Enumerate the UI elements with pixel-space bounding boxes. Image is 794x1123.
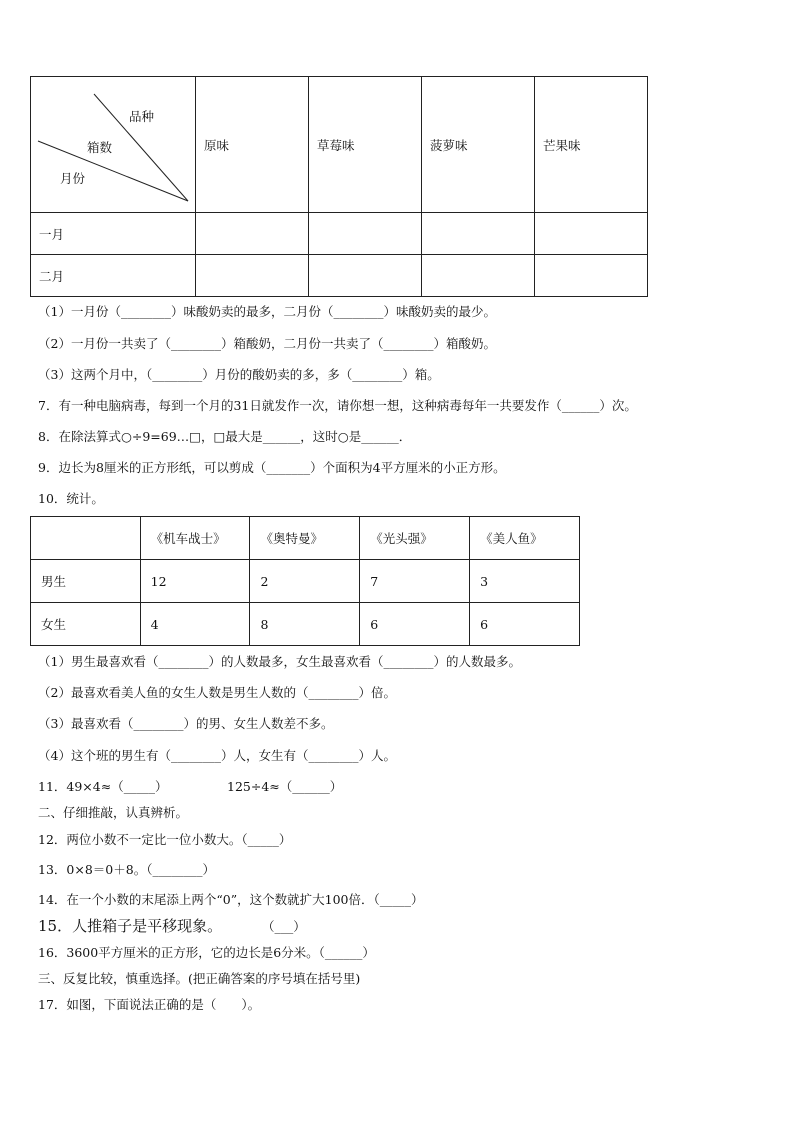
- blank-cell[interactable]: [309, 255, 422, 297]
- row-header: 二月: [31, 255, 196, 297]
- question-8: 8．在除法算式○÷9=69…□，□最大是______，这时○是______．: [38, 429, 412, 444]
- row-header: 男生: [31, 560, 141, 603]
- diagonal-lines: [31, 77, 195, 213]
- question-6-1: （1）一月份（________）味酸奶卖的最多，二月份（________）味酸奶卖的最少。: [38, 304, 496, 319]
- question-7: 7．有一种电脑病毒，每到一个月的31日就发作一次，请你想一想，这种病毒每年一共要发作（______）次。: [38, 398, 637, 413]
- col-header: 《美人鱼》: [470, 517, 580, 560]
- corner-cell: [31, 517, 141, 560]
- table-cell: 6: [470, 603, 580, 646]
- blank-cell[interactable]: [422, 213, 535, 255]
- blank-cell[interactable]: [309, 213, 422, 255]
- question-10: 10．统计。: [38, 491, 104, 506]
- blank-cell[interactable]: [422, 255, 535, 297]
- question-6-2: （2）一月份一共卖了（________）箱酸奶，二月份一共卖了（________）箱酸奶。: [38, 336, 496, 351]
- diagonal-label-variety: 品种: [129, 109, 155, 124]
- section-2-heading: 二、仔细推敲，认真辨析。: [38, 805, 189, 820]
- col-header: 菠萝味: [422, 77, 535, 213]
- table-cell: 2: [250, 560, 360, 603]
- col-header: 原味: [196, 77, 309, 213]
- table-cell: 12: [140, 560, 250, 603]
- cartoon-stats-table: [30, 516, 580, 646]
- blank-cell[interactable]: [535, 213, 648, 255]
- yogurt-table: [30, 76, 648, 297]
- table-cell: 8: [250, 603, 360, 646]
- col-header: 草莓味: [309, 77, 422, 213]
- question-12: 12．两位小数不一定比一位小数大。（_____）: [38, 832, 292, 847]
- question-17: 17．如图，下面说法正确的是（ ）。: [38, 997, 261, 1012]
- table-cell: 7: [360, 560, 470, 603]
- diagonal-label-month: 月份: [60, 171, 86, 186]
- question-15-blank: （___）: [262, 919, 306, 934]
- diagonal-header-cell: [31, 77, 196, 213]
- question-10-3: （3）最喜欢看（________）的男、女生人数差不多。: [38, 716, 334, 731]
- table-cell: 4: [140, 603, 250, 646]
- question-14: 14．在一个小数的末尾添上两个“0”，这个数就扩大100倍．（_____）: [38, 892, 424, 907]
- col-header: 芒果味: [535, 77, 648, 213]
- question-10-1: （1）男生最喜欢看（________）的人数最多，女生最喜欢看（________）的人数最多。: [38, 654, 521, 669]
- table-cell: 6: [360, 603, 470, 646]
- blank-cell[interactable]: [196, 213, 309, 255]
- row-header: 一月: [31, 213, 196, 255]
- col-header: 《机车战士》: [140, 517, 250, 560]
- section-3-heading: 三、反复比较，慎重选择。(把正确答案的序号填在括号里): [38, 971, 361, 986]
- question-13: 13．0×8＝0＋8。（________）: [38, 862, 215, 877]
- col-header: 《奥特曼》: [250, 517, 360, 560]
- col-header: 《光头强》: [360, 517, 470, 560]
- table-cell: 3: [470, 560, 580, 603]
- question-10-2: （2）最喜欢看美人鱼的女生人数是男生人数的（________）倍。: [38, 685, 396, 700]
- question-16: 16．3600平方厘米的正方形，它的边长是6分米。（______）: [38, 945, 375, 960]
- question-11-b: 125÷4≈（______）: [227, 779, 343, 794]
- diagonal-label-boxes: 箱数: [87, 140, 113, 155]
- question-9: 9．边长为8厘米的正方形纸，可以剪成（_______）个面积为4平方厘米的小正方形。: [38, 460, 506, 475]
- row-header: 女生: [31, 603, 141, 646]
- question-6-3: （3）这两个月中，（________）月份的酸奶卖的多，多（________）箱。: [38, 367, 440, 382]
- blank-cell[interactable]: [196, 255, 309, 297]
- question-15: 15．人推箱子是平移现象。: [38, 917, 223, 935]
- question-11-a: 11．49×4≈（_____）: [38, 779, 168, 794]
- blank-cell[interactable]: [535, 255, 648, 297]
- question-10-4: （4）这个班的男生有（________）人，女生有（________）人。: [38, 748, 396, 763]
